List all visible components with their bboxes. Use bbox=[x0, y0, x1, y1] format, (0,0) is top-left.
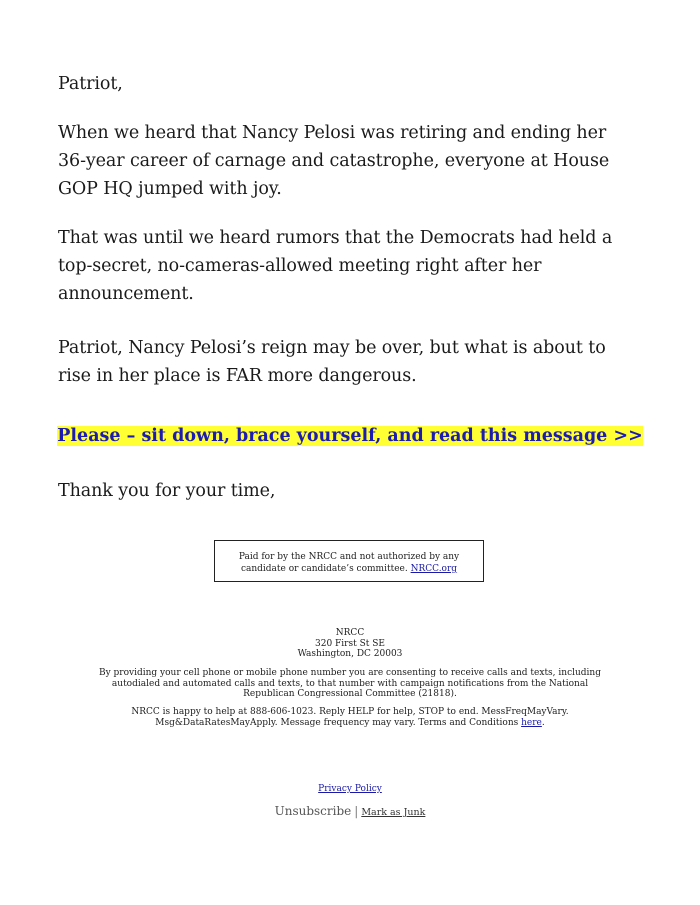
help-text-end: . bbox=[541, 717, 545, 728]
address-street: 320 First St SE bbox=[315, 638, 385, 649]
unsubscribe-row bbox=[200, 804, 500, 818]
closing-line: Thank you for your time, bbox=[58, 481, 276, 501]
unsubscribe-link[interactable]: Unsubscribe bbox=[274, 804, 352, 818]
cta-link-text: Please – sit down, brace yourself, and read this message >> bbox=[57, 426, 643, 446]
address-city: Washington, DC 20003 bbox=[297, 649, 403, 659]
separator: | bbox=[354, 804, 359, 818]
mailing-address bbox=[90, 628, 610, 660]
privacy-policy-link[interactable]: Privacy Policy bbox=[318, 784, 382, 794]
disclaimer-text: Paid for by the NRCC and not authorized by any candidate or candidate’s committee. bbox=[238, 552, 460, 574]
terms-here-link[interactable]: here bbox=[521, 717, 542, 728]
address-org: NRCC bbox=[335, 628, 365, 638]
paragraph-2: That was until we heard rumors that the Democrats had held a top-secret, no-cameras-allowed meeting right after her announcement. bbox=[58, 228, 613, 304]
mark-as-junk-link[interactable]: Mark as Junk bbox=[361, 807, 426, 818]
cta-link[interactable] bbox=[52, 424, 648, 448]
sms-consent-text: By providing your cell phone or mobile phone number you are consenting to receive calls and texts, including autodialed and automated calls and texts, to that number with campaign notifications from the National Republican Congressional Committee (21818). bbox=[98, 668, 601, 699]
paid-for-disclaimer bbox=[214, 540, 484, 582]
greeting: Patriot, bbox=[58, 74, 123, 94]
privacy-policy-row bbox=[90, 784, 610, 795]
paragraph-1: When we heard that Nancy Pelosi was retiring and ending her 36-year career of carnage and catastrophe, everyone at House GOP HQ jumped with joy. bbox=[58, 123, 610, 199]
help-text-block bbox=[90, 707, 610, 728]
nrcc-org-link[interactable]: NRCC.org bbox=[410, 564, 458, 574]
help-text: NRCC is happy to help at 888-606-1023. Reply HELP for help, STOP to end. MessFreqMayVary. Msg&DataRatesMayApply. Message frequency may vary. Terms and Conditions bbox=[131, 707, 569, 728]
paragraph-3: Patriot, Nancy Pelosi’s reign may be over, but what is about to rise in her place is FAR more dangerous. bbox=[58, 338, 606, 386]
